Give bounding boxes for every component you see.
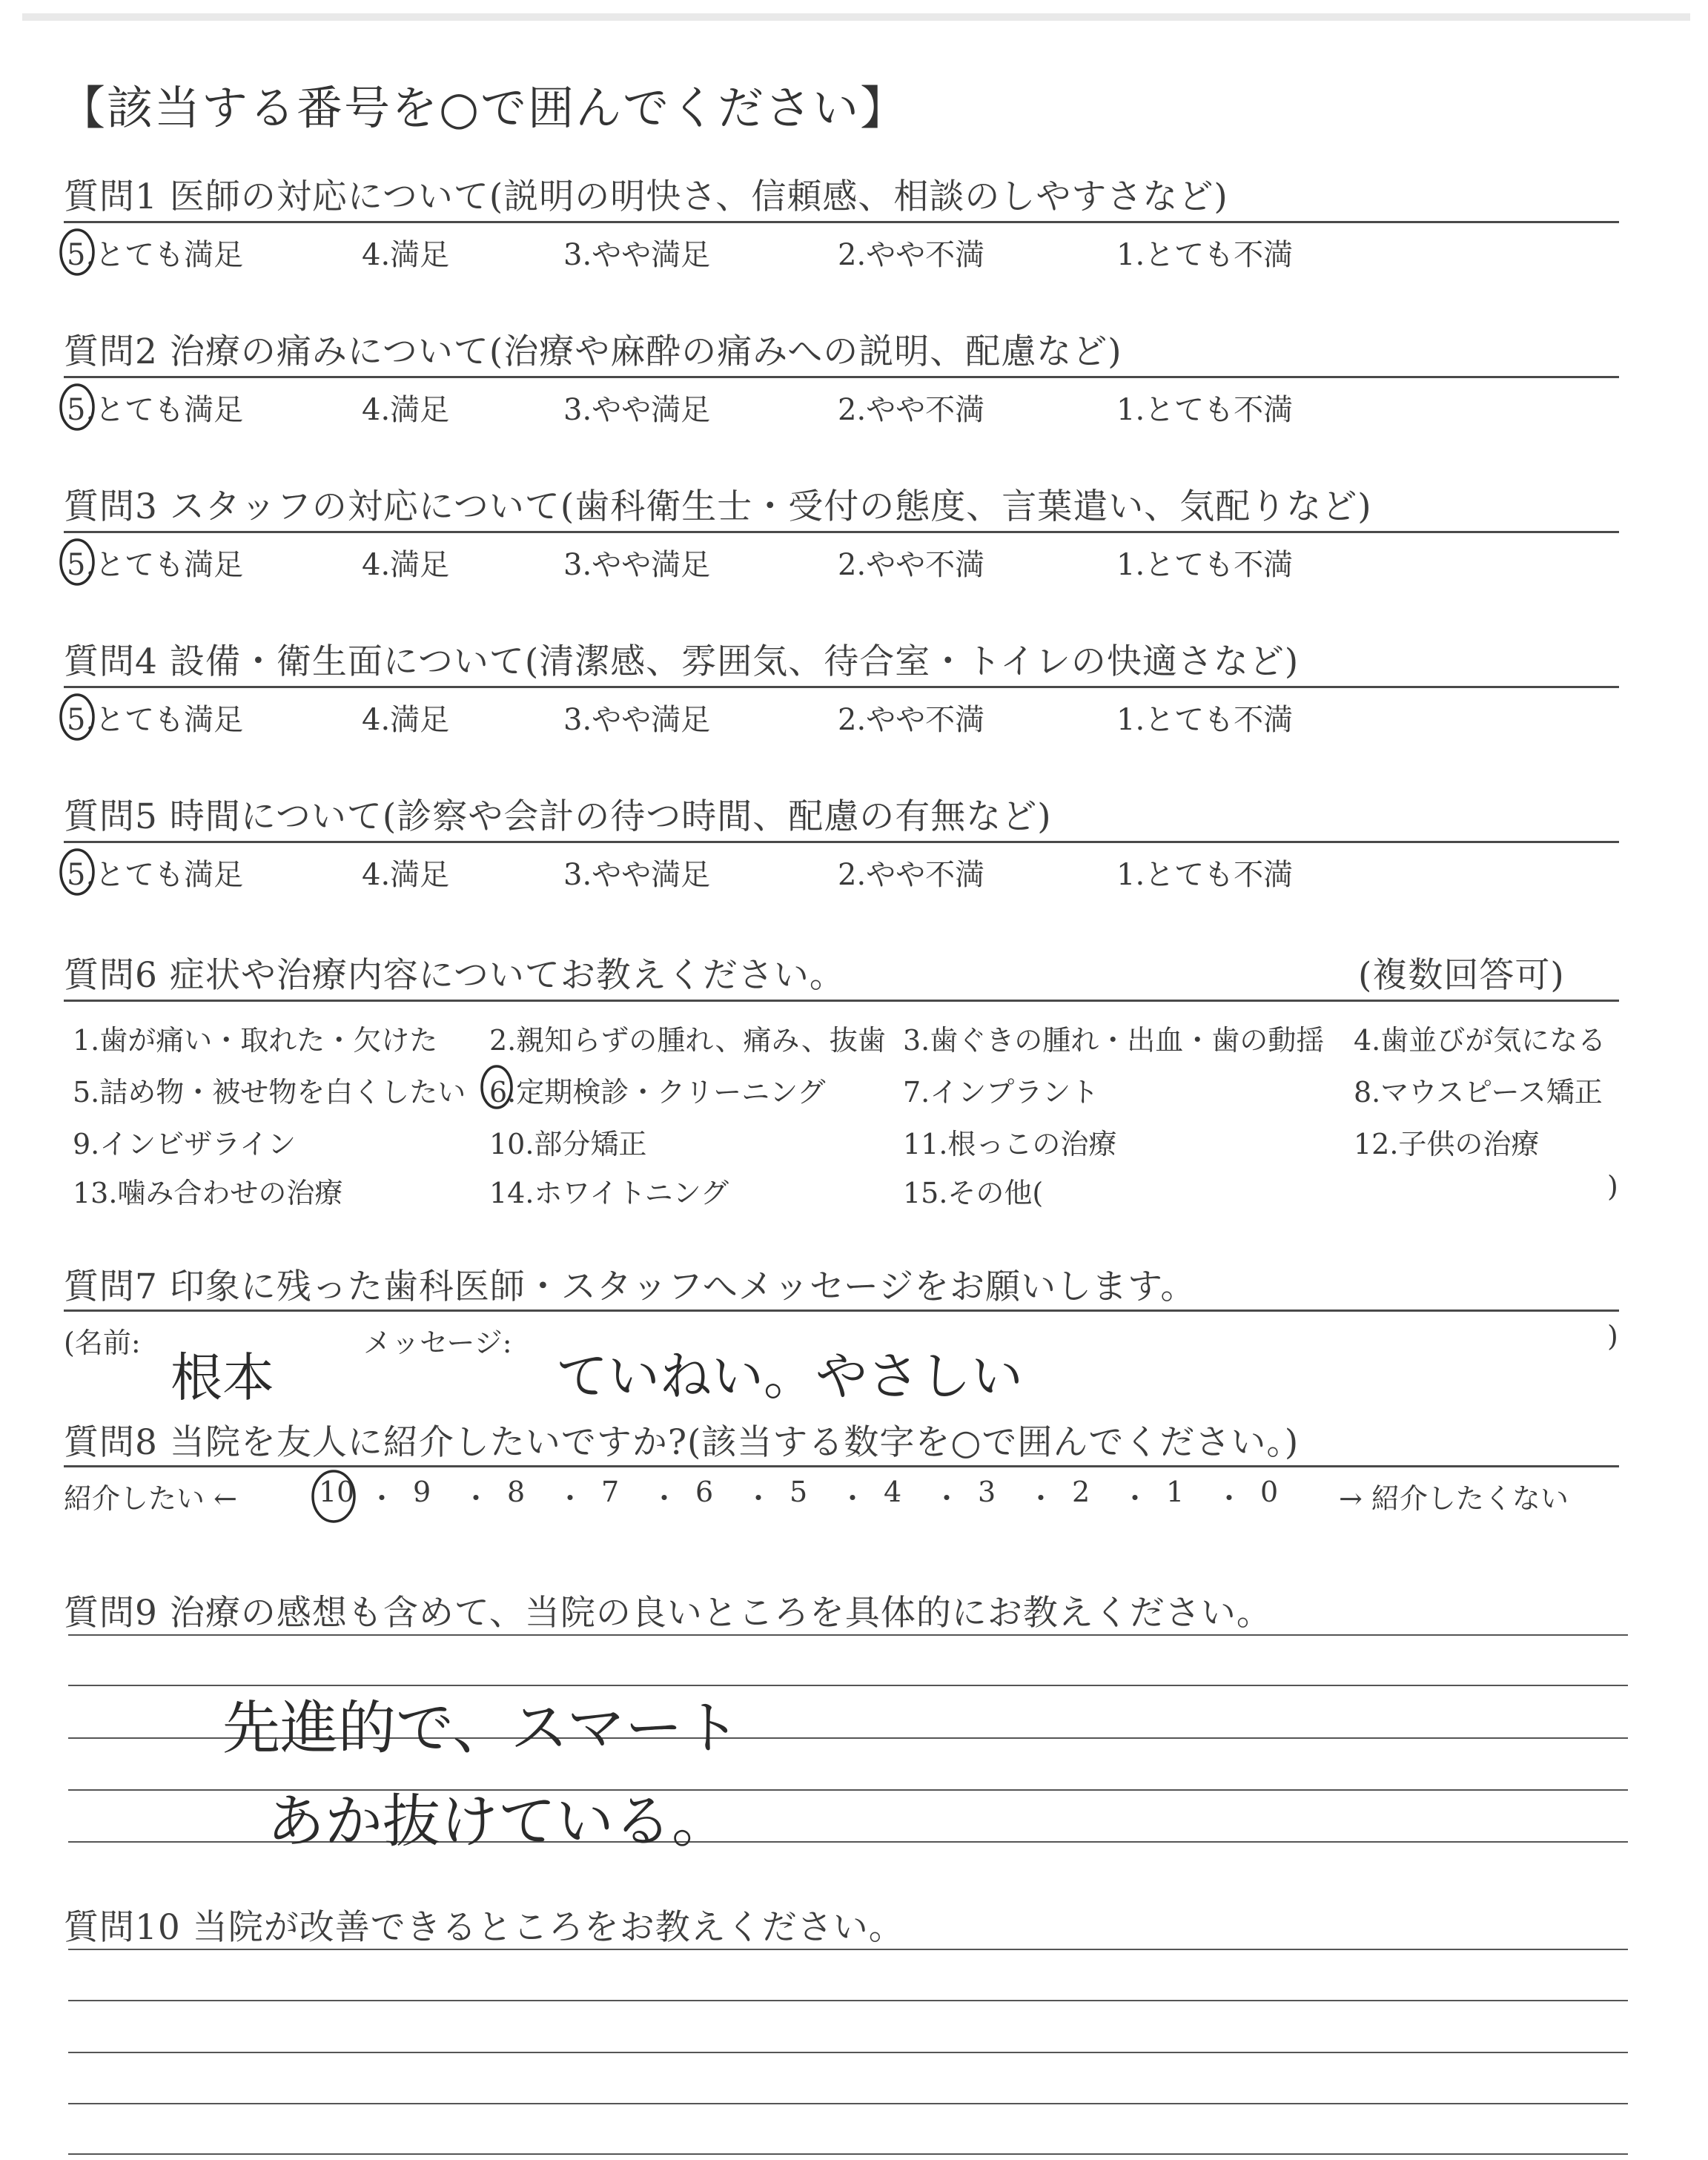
q9-answer-line-2[interactable]: あか抜けている。 — [267, 1789, 730, 1855]
q6-option-11[interactable]: 11.根っこの治療 — [903, 1128, 1117, 1160]
q2-selected-circle — [61, 385, 93, 429]
q7-message-label: メッセージ: — [363, 1327, 512, 1359]
q1-option-3[interactable]: 3.やや満足 — [563, 238, 711, 272]
q9-label: 質問9 治療の感想も含めて、当院の良いところを具体的にお教えください。 — [64, 1593, 1272, 1634]
q4-option-3[interactable]: 3.やや満足 — [563, 703, 711, 737]
q3-option-5[interactable]: 5.とても満足 — [67, 548, 244, 582]
q5-option-5[interactable]: 5.とても満足 — [67, 858, 244, 892]
q2-option-1[interactable]: 1.とても不満 — [1116, 393, 1294, 427]
q4-option-1[interactable]: 1.とても不満 — [1116, 703, 1294, 737]
q2-label: 質問2 治療の痛みについて(治療や麻酔の痛みへの説明、配慮など) — [64, 331, 1122, 372]
q6-option-7[interactable]: 7.インプラント — [903, 1076, 1099, 1109]
q6-option-12[interactable]: 12.子供の治療 — [1354, 1128, 1540, 1160]
q6-option-6[interactable]: 6.定期検診・クリーニング — [489, 1076, 826, 1109]
q6-option-8[interactable]: 8.マウスピース矯正 — [1354, 1076, 1603, 1109]
q9-answer-line-1[interactable]: 先進的で、スマート — [222, 1695, 741, 1762]
q5-option-1[interactable]: 1.とても不満 — [1116, 858, 1294, 892]
q6-selected-circle-6 — [482, 1066, 512, 1108]
q6-option-1[interactable]: 1.歯が痛い・取れた・欠けた — [73, 1024, 438, 1057]
q1-option-1[interactable]: 1.とても不満 — [1116, 238, 1294, 272]
q8-label: 質問8 当院を友人に紹介したいですか?(該当する数字を○で囲んでください。) — [64, 1422, 1300, 1463]
q1-option-2[interactable]: 2.やや不満 — [838, 238, 985, 272]
q8-scale-5[interactable]: 5 — [790, 1476, 808, 1508]
q6-option-14[interactable]: 14.ホワイトニング — [489, 1177, 729, 1209]
q8-scale-10[interactable]: 10 — [319, 1476, 355, 1508]
q8-scale-separator: ・ — [933, 1482, 961, 1515]
q6-option-3[interactable]: 3.歯ぐきの腫れ・出血・歯の動揺 — [903, 1024, 1325, 1057]
q8-scale-separator: ・ — [838, 1482, 867, 1515]
q1-option-4[interactable]: 4.満足 — [362, 238, 450, 272]
q5-selected-circle — [61, 850, 93, 894]
q10-label: 質問10 当院が改善できるところをお教えください。 — [64, 1907, 904, 1948]
q8-scale-separator: ・ — [462, 1482, 491, 1515]
q3-option-3[interactable]: 3.やや満足 — [563, 548, 711, 582]
q5-option-2[interactable]: 2.やや不満 — [838, 858, 985, 892]
q8-scale-separator: ・ — [650, 1482, 679, 1515]
q3-label: 質問3 スタッフの対応について(歯科衛生士・受付の態度、言葉遣い、気配りなど) — [64, 486, 1372, 527]
q6-option-4[interactable]: 4.歯並びが気になる — [1354, 1024, 1606, 1057]
q8-scale-9[interactable]: 9 — [413, 1476, 431, 1508]
q8-scale-8[interactable]: 8 — [507, 1476, 526, 1508]
q8-selected-circle — [313, 1471, 354, 1522]
q7-label: 質問7 印象に残った歯科医師・スタッフへメッセージをお願いします。 — [64, 1266, 1196, 1307]
q3-option-4[interactable]: 4.満足 — [362, 548, 450, 582]
q8-left-label: 紹介したい ← — [64, 1482, 237, 1515]
q3-option-1[interactable]: 1.とても不満 — [1116, 548, 1294, 582]
page-title: 【該当する番号を○で囲んでください】 — [59, 81, 908, 135]
q3-selected-circle — [61, 540, 93, 584]
q4-option-2[interactable]: 2.やや不満 — [838, 703, 985, 737]
q7-name-handwritten[interactable]: 根本 — [171, 1347, 274, 1408]
q1-selected-circle — [61, 230, 93, 274]
q8-scale-separator: ・ — [1215, 1482, 1244, 1515]
q8-scale-separator: ・ — [744, 1482, 773, 1515]
q6-option-13[interactable]: 13.噛み合わせの治療 — [73, 1177, 343, 1209]
q6-option-5[interactable]: 5.詰め物・被せ物を白くしたい — [73, 1076, 466, 1109]
q8-scale-6[interactable]: 6 — [695, 1476, 714, 1508]
q8-scale-3[interactable]: 3 — [978, 1476, 996, 1508]
q7-name-label: (名前: — [64, 1327, 141, 1359]
q8-right-label: → 紹介したくない — [1339, 1482, 1569, 1515]
q5-option-3[interactable]: 3.やや満足 — [563, 858, 711, 892]
q8-scale-2[interactable]: 2 — [1072, 1476, 1090, 1508]
q6-note: (複数回答可) — [1358, 955, 1565, 996]
q4-option-4[interactable]: 4.満足 — [362, 703, 450, 737]
q7-message-handwritten[interactable]: ていねい。やさしい — [556, 1346, 1023, 1407]
q2-option-4[interactable]: 4.満足 — [362, 393, 450, 427]
q6-label: 質問6 症状や治療内容についてお教えください。 — [64, 955, 845, 996]
q6-other-close-paren: ) — [1607, 1170, 1618, 1203]
q1-option-5[interactable]: 5.とても満足 — [67, 238, 244, 272]
q4-option-5[interactable]: 5.とても満足 — [67, 703, 244, 737]
q8-scale-7[interactable]: 7 — [601, 1476, 620, 1508]
q5-option-4[interactable]: 4.満足 — [362, 858, 450, 892]
q2-option-3[interactable]: 3.やや満足 — [563, 393, 711, 427]
q8-scale-0[interactable]: 0 — [1260, 1476, 1279, 1508]
q8-scale-separator: ・ — [556, 1482, 585, 1515]
q2-option-2[interactable]: 2.やや不満 — [838, 393, 985, 427]
q4-label: 質問4 設備・衛生面について(清潔感、雰囲気、待合室・トイレの快適さなど) — [64, 641, 1300, 682]
q8-scale-separator: ・ — [1027, 1482, 1056, 1515]
q8-scale-4[interactable]: 4 — [884, 1476, 902, 1508]
q2-option-5[interactable]: 5.とても満足 — [67, 393, 244, 427]
q5-label: 質問5 時間について(診察や会計の待つ時間、配慮の有無など) — [64, 796, 1052, 837]
q6-option-10[interactable]: 10.部分矯正 — [489, 1128, 647, 1160]
q6-option-15[interactable]: 15.その他( — [903, 1177, 1044, 1209]
q8-scale-1[interactable]: 1 — [1166, 1476, 1185, 1508]
q4-selected-circle — [61, 695, 93, 739]
q3-option-2[interactable]: 2.やや不満 — [838, 548, 985, 582]
q6-option-2[interactable]: 2.親知らずの腫れ、痛み、抜歯 — [489, 1024, 886, 1057]
q8-scale-separator: ・ — [368, 1482, 397, 1515]
q6-option-9[interactable]: 9.インビザライン — [73, 1128, 297, 1160]
q8-scale-separator: ・ — [1121, 1482, 1150, 1515]
q7-close-paren: ) — [1607, 1320, 1618, 1353]
q1-label: 質問1 医師の対応について(説明の明快さ、信頼感、相談のしやすさなど) — [64, 176, 1228, 217]
